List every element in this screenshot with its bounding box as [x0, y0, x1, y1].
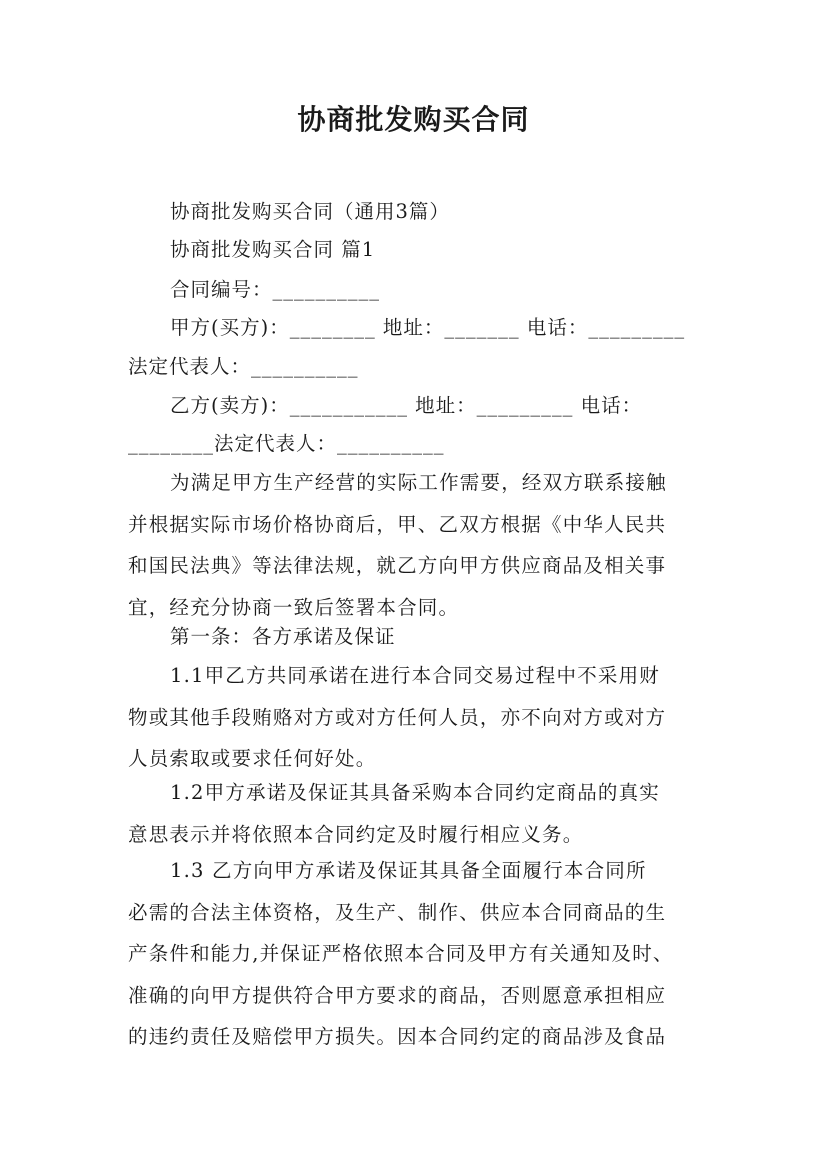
- paragraph-line: 产条件和能力,并保证严格依照本合同及甲方有关通知及时、: [128, 942, 674, 965]
- party-b-info: 乙方(卖方)：___________ 地址：_________ 电话：: [170, 394, 643, 417]
- article-1-heading: 第一条：各方承诺及保证: [170, 625, 396, 648]
- party-a-info: 甲方(买方)：________ 地址：_______ 电话：_________: [170, 316, 686, 339]
- clause-1-2: [128, 778, 702, 861]
- party-a-representative: 法定代表人：__________: [128, 355, 359, 378]
- paragraph-line: 和国民法典》等法律法规，就乙方向甲方供应商品及相关事: [128, 554, 667, 577]
- paragraph-line: 并根据实际市场价格协商后，甲、乙双方根据《中华人民共: [128, 512, 667, 536]
- paragraph-line: 宜，经充分协商一致后签署本合同。: [128, 595, 460, 619]
- section-heading: 协商批发购买合同 篇1: [170, 238, 376, 261]
- paragraph-line: 1.2甲方承诺及保证其具备采购本合同约定商品的真实: [170, 781, 661, 804]
- paragraph-line: 意思表示并将依照本合同约定及时履行相应义务。: [128, 822, 584, 846]
- paragraph-line: 准确的向甲方提供符合甲方要求的商品，否则愿意承担相应: [128, 983, 667, 1007]
- paragraph-line: 1.3 乙方向甲方承诺及保证其具备全面履行本合同所: [170, 859, 647, 882]
- document-title: 协商批发购买合同: [297, 103, 530, 136]
- clause-1-3: [128, 856, 702, 1064]
- paragraph-line: 人员索取或要求任何好处。: [128, 747, 377, 770]
- intro-paragraph: [128, 468, 702, 634]
- paragraph-line: 必需的合法主体资格，及生产、制作、供应本合同商品的生: [128, 900, 667, 924]
- party-b-representative: ________法定代表人：__________: [128, 432, 445, 455]
- paragraph-line: 1.1甲乙方共同承诺在进行本合同交易过程中不采用财: [170, 664, 661, 687]
- paragraph-line: 物或其他手段贿赂对方或对方任何人员，亦不向对方或对方: [128, 705, 667, 729]
- document-subtitle: 协商批发购买合同（通用3篇）: [170, 200, 450, 223]
- paragraph-line: 为满足甲方生产经营的实际工作需要，经双方联系接触: [170, 471, 667, 494]
- clause-1-1: [128, 661, 702, 786]
- paragraph-line: 的违约责任及赔偿甲方损失。因本合同约定的商品涉及食品: [128, 1025, 667, 1048]
- contract-number: 合同编号：__________: [170, 278, 381, 301]
